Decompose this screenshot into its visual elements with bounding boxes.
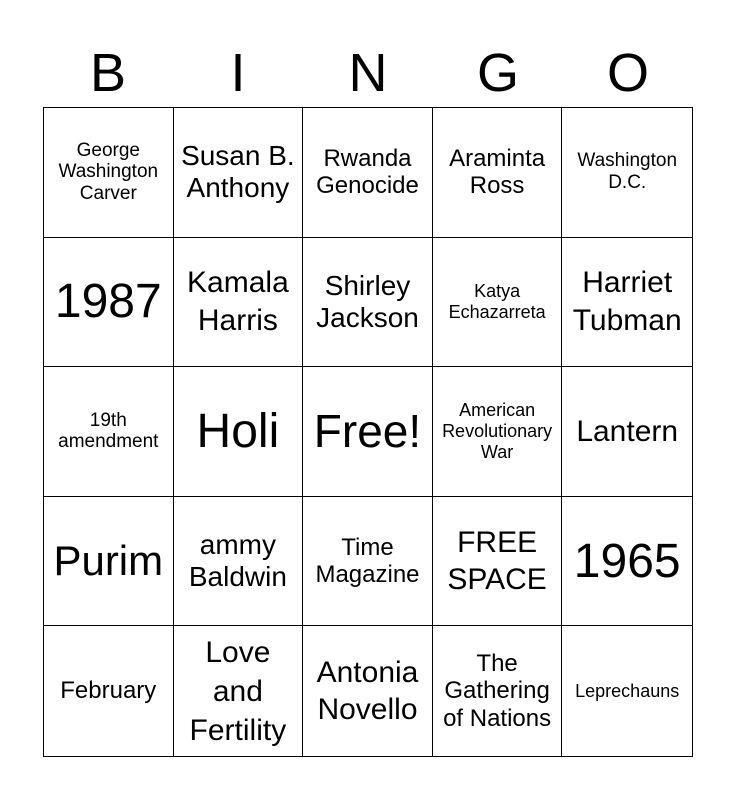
bingo-cell-r2c1[interactable]: 1987: [44, 238, 174, 368]
bingo-cell-r3c3[interactable]: Free!: [303, 367, 433, 497]
bingo-board: [43, 107, 693, 757]
bingo-cell-r1c4[interactable]: Araminta Ross: [433, 108, 563, 238]
header-letter-b: B: [89, 43, 127, 103]
bingo-cell-r4c3[interactable]: Time Magazine: [303, 497, 433, 627]
bingo-cell-r3c1[interactable]: 19th amendment: [44, 367, 174, 497]
header-letter-o: O: [606, 43, 649, 103]
header-letter-g: G: [476, 43, 519, 103]
bingo-cell-r5c4[interactable]: The Gathering of Nations: [433, 626, 563, 756]
bingo-cell-r2c3[interactable]: Shirley Jackson: [303, 238, 433, 368]
bingo-cell-r1c3[interactable]: Rwanda Genocide: [303, 108, 433, 238]
bingo-cell-r5c5[interactable]: Leprechauns: [575, 680, 680, 701]
bingo-cell-r5c1[interactable]: February: [44, 626, 174, 756]
bingo-cell-r1c5[interactable]: Washington D.C.: [562, 108, 692, 238]
bingo-cell-r1c1[interactable]: George Washington Carver: [44, 108, 174, 238]
bingo-cell-r2c5[interactable]: Harriet Tubman: [562, 238, 692, 368]
bingo-cell-r3c4[interactable]: American Revolutionary War: [433, 367, 563, 497]
bingo-cell-r2c2[interactable]: Kamala Harris: [174, 238, 304, 368]
bingo-cell-r1c2[interactable]: Susan B. Anthony: [174, 108, 304, 238]
bingo-cell-r4c1[interactable]: Purim: [44, 497, 174, 627]
bingo-cell-r4c5[interactable]: 1965: [562, 497, 692, 627]
bingo-header: [43, 38, 693, 108]
header-letter-n: N: [348, 43, 388, 103]
bingo-cell-r5c3[interactable]: Antonia Novello: [303, 626, 433, 756]
bingo-cell-r2c4[interactable]: Katya Echazarreta: [433, 238, 563, 368]
bingo-cell-r5c2[interactable]: Love and Fertility: [174, 626, 304, 756]
bingo-cell-r4c4[interactable]: FREE SPACE: [433, 497, 563, 627]
header-letter-i: I: [230, 43, 246, 103]
bingo-cell-r3c5[interactable]: Lantern: [562, 367, 692, 497]
bingo-cell-r4c2[interactable]: ammy Baldwin: [174, 497, 304, 627]
bingo-cell-r3c2[interactable]: Holi: [174, 367, 304, 497]
